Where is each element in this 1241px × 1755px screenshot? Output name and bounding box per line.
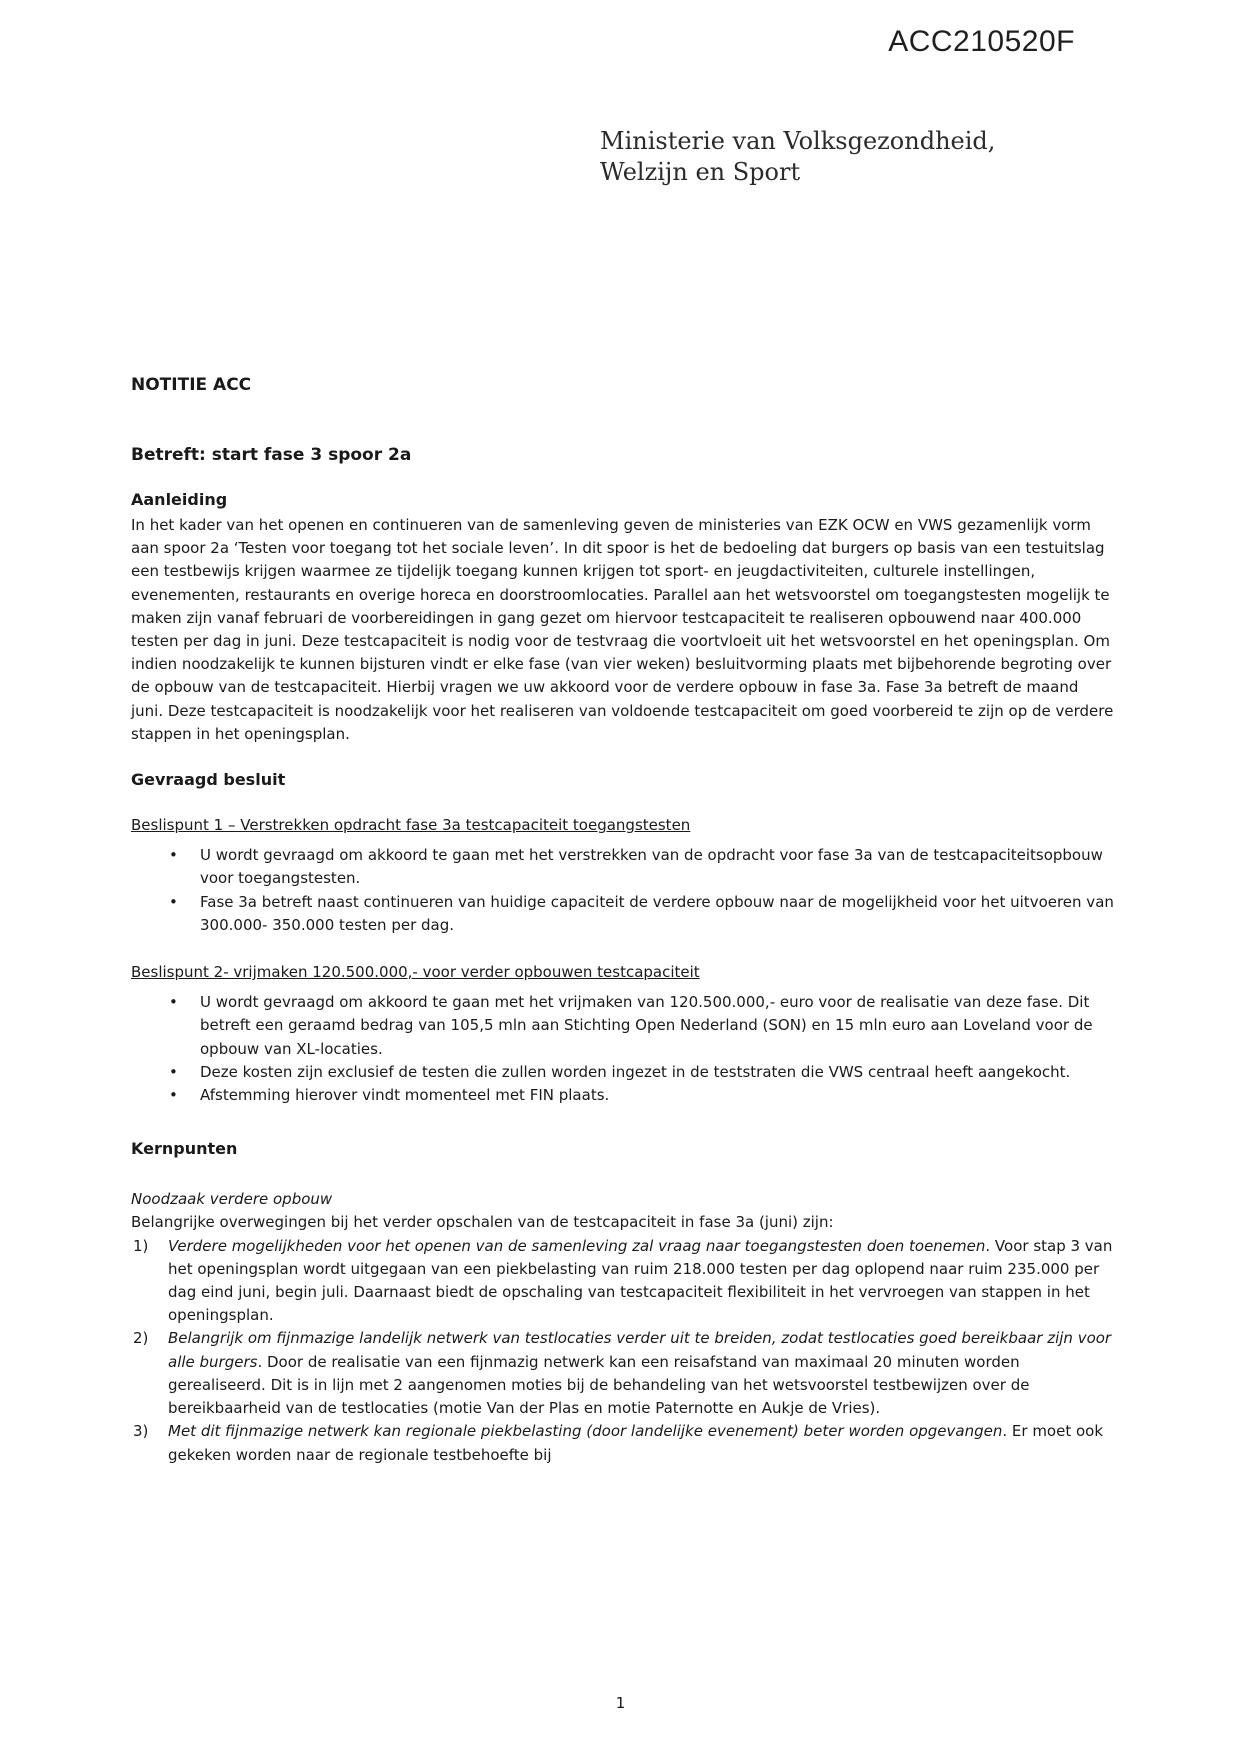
item-rest-text: . Voor stap 3 van het openingsplan wordt uitgegaan van een piekbelasting van ruim 218.000 testen per dag oplopend naar ruim 235.000 per dag eind juni, begin juli. Daarnaast biedt de opschaling van testcapaciteit flexibiliteit in het vervroegen van stappen in het openingsplan. [168,1236,1113,1325]
aanleiding-paragraph: In het kader van het openen en continueren van de samenleving geven de ministeries van EZK OCW en VWS gezamenlijk vorm aan spoor 2a ‘Testen voor toegang tot het sociale leven’. In dit spoor is het de bedoeling dat burgers op basis van een testuitslag een testbewijs krijgen waarmee ze tijdelijk toegang kunnen krijgen tot sport- en jeugdactiviteiten, culturele instellingen, evenementen, restaurants en overige horeca en doorstroomlocaties. Parallel aan het wetsvoorstel om toegangstesten mogelijk te maken zijn vanaf februari de voorbereidingen in gang gezet om hiervoor testcapaciteit te realiseren opbouwend naar 400.000 testen per dag in juni. Deze testcapaciteit is nodig voor de testvraag die voortvloeit uit het wetsvoorstel en het openingsplan. Om indien noodzakelijk te kunnen bijsturen vindt er elke fase (van vier weken) besluitvorming plaats met bijbehorende begroting over de opbouw van de testcapaciteit. Hierbij vragen we uw akkoord voor de verdere opbouw in fase 3a. Fase 3a betreft de maand juni. Deze testcapaciteit is noodzakelijk voor het realiseren van voldoende testcapaciteit om goed voorbereid te zijn op de verdere stappen in het openingsplan. [131,516,1114,743]
item-number: 1) [133,1236,149,1255]
ministry-name-line-2: Welzijn en Sport [600,158,801,186]
bullet-item: • Deze kosten zijn exclusief de testen die zullen worden ingezet in de teststraten die VWS centraal heeft aangekocht. [131,1061,1115,1084]
page-number: 1 [615,1694,626,1712]
item-lead-italic: Verdere mogelijkheden voor het openen van de samenleving zal vraag naar toegangstesten doen toenemen [168,1236,986,1255]
kernpunten-intro: Belangrijke overwegingen bij het verder opschalen van de testcapaciteit in fase 3a (juni) zijn: [131,1213,834,1232]
ministry-wordmark [600,126,995,188]
beslispunt-2-bullet-list [131,991,1115,1107]
ministry-name-line-1: Ministerie van Volksgezondheid, [600,127,996,155]
beslispunt-2-heading: Beslispunt 2- vrijmaken 120.500.000,- voor verder opbouwen testcapaciteit [131,963,700,982]
beslispunt-1-heading: Beslispunt 1 – Verstrekken opdracht fase 3a testcapaciteit toegangstesten [131,816,691,835]
kernpunten-numbered-list [131,1235,1115,1467]
beslispunt-1-bullet-list [131,844,1115,937]
item-number: 2) [133,1329,149,1348]
item-number: 3) [133,1422,149,1441]
numbered-item-1 [131,1235,1115,1328]
item-lead-italic: Belangrijk om fijnmazige landelijk netwerk van testlocaties verder uit te breiden, zodat testlocaties goed bereikbaar zijn voor alle burgers [168,1329,1112,1371]
section-heading-aanleiding: Aanleiding [131,490,228,509]
memo-content [131,374,1115,1467]
bullet-item: • Fase 3a betreft naast continueren van huidige capaciteit de verdere opbouw naar de mogelijkheid voor het uitvoeren van 300.000- 350.000 testen per dag. [131,891,1115,937]
item-rest-text: . Er moet ook gekeken worden naar de regionale testbehoefte bij [168,1422,1104,1464]
document-reference: ACC210520F [888,25,1075,58]
item-lead-italic: Met dit fijnmazige netwerk kan regionale piekbelasting (door landelijke evenement) beter worden opgevangen [168,1422,1003,1441]
kernpunten-subheading: Noodzaak verdere opbouw [131,1190,333,1209]
memo-title: NOTITIE ACC [131,375,252,395]
memo-subject: Betreft: start fase 3 spoor 2a [131,445,412,465]
section-heading-kernpunten: Kernpunten [131,1139,238,1159]
numbered-item-3 [131,1420,1115,1466]
numbered-item-2 [131,1327,1115,1420]
bullet-item: • Afstemming hierover vindt momenteel met FIN plaats. [131,1084,1115,1107]
bullet-item: • U wordt gevraagd om akkoord te gaan met het vrijmaken van 120.500.000,- euro voor de realisatie van deze fase. Dit betreft een geraamd bedrag van 105,5 mln aan Stichting Open Nederland (SON) en 15 mln euro aan Loveland voor de opbouw van XL-locaties. [131,991,1115,1061]
section-heading-gevraagd-besluit: Gevraagd besluit [131,770,286,790]
item-rest-text: . Door de realisatie van een fijnmazig netwerk kan een reisafstand van maximaal 20 minuten worden gerealiseerd. Dit is in lijn met 2 aangenomen moties bij de behandeling van het wetsvoorstel testbewijzen over de bereikbaarheid van de testlocaties (motie Van der Plas en motie Paternotte en Aukje de Vries). [168,1352,1030,1418]
bullet-item: • U wordt gevraagd om akkoord te gaan met het verstrekken van de opdracht voor fase 3a van de testcapaciteitsopbouw voor toegangstesten. [131,844,1115,890]
